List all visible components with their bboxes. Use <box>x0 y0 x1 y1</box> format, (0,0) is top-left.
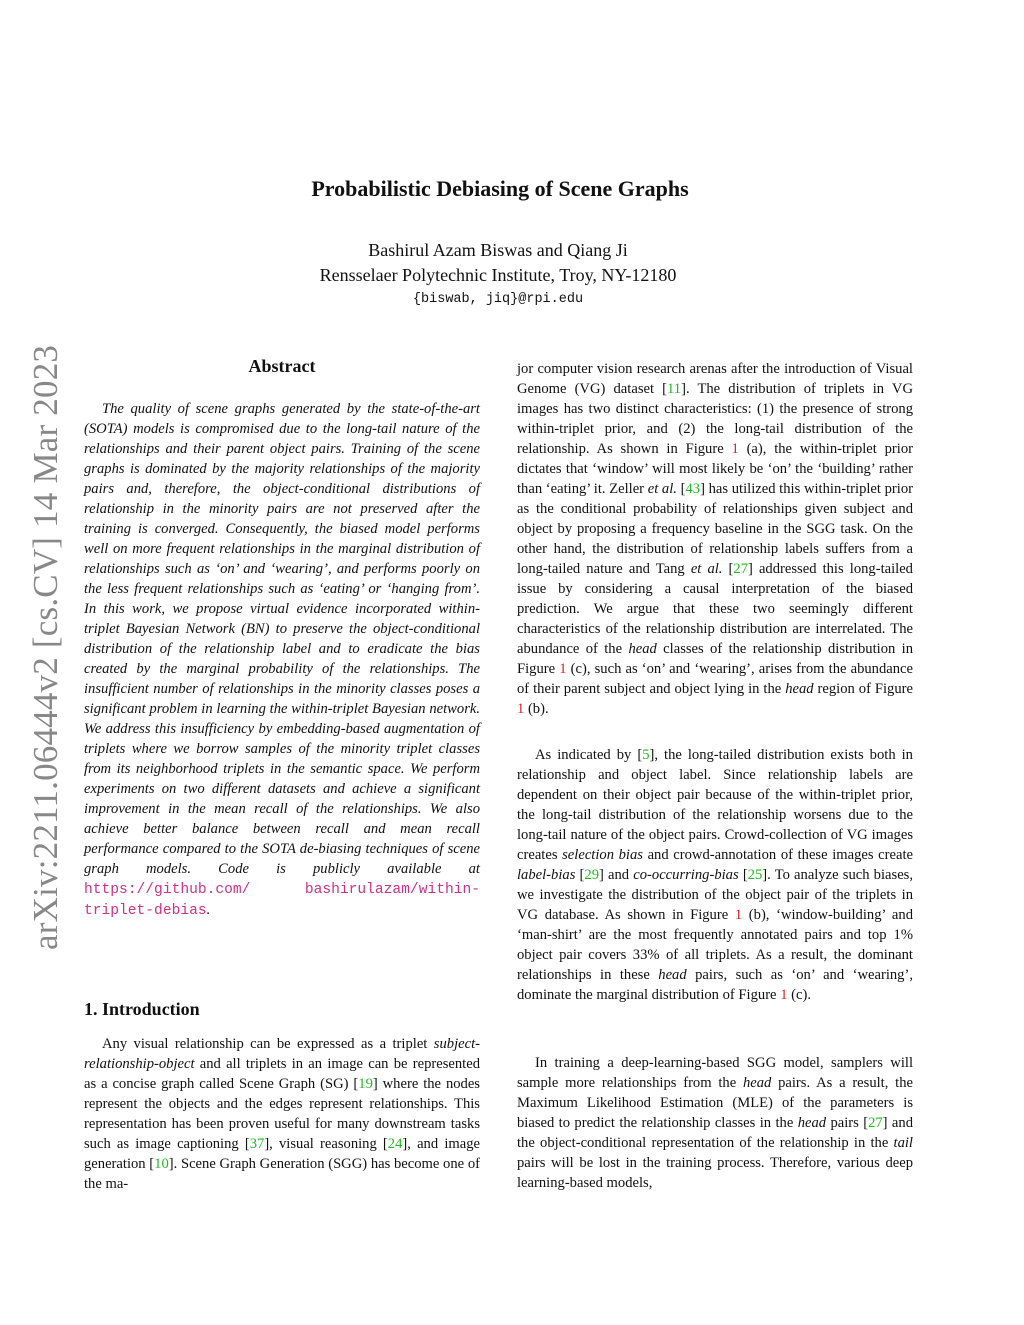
text-span: pairs. As a result, the Maximum Likelihood Estimation (MLE) of the parameters is biased to predict the relationship classes in the <box>517 1075 913 1131</box>
citation-link[interactable]: 37 <box>249 1136 265 1152</box>
text-span: Any visual relationship can be expressed as a triplet <box>102 1036 434 1052</box>
intro-paragraph-1 <box>84 1034 480 1194</box>
citation-link[interactable]: 24 <box>387 1136 403 1152</box>
right-paragraph-3 <box>517 1053 913 1193</box>
text-span: pairs [ <box>826 1115 869 1131</box>
text-span: ] and <box>599 867 634 883</box>
text-span: ] has utilized this within-triplet prior as the conditional probability of relationships given subject and object by proposing a frequency baseline in the SGG task. On the other hand, the distribution of relationship labels suffers from a long-tailed nature and Tang <box>517 481 913 577</box>
text-span: subject-relationship-object <box>84 1036 480 1072</box>
text-span: ] where the nodes represent the objects and the edges represent relationships. This representation has been proven useful for many downstream tasks such as image captioning [ <box>84 1076 480 1152</box>
text-span: ] and the object-conditional representation of the relationship in the <box>517 1115 913 1151</box>
figure-link[interactable]: 1 <box>780 987 788 1003</box>
text-span: (c), such as ‘on’ and ‘wearing’, arises from the abundance of their parent subject and object lying in the <box>517 661 913 697</box>
paper-title: Probabilistic Debiasing of Scene Graphs <box>311 176 689 201</box>
text-span: head <box>628 641 657 657</box>
citation-link[interactable]: 43 <box>685 481 701 497</box>
text-span: (c). <box>787 987 811 1003</box>
text-span: ], the long-tailed distribution exists both in relationship and object label. Since relationship labels are dependent on their object pair because of the within-triplet prior, the long-tail distribution of the relationship worsens due to the long-tail nature of the object pairs. Crowd-collection of VG images creates <box>517 747 913 863</box>
affiliation: Rensselaer Polytechnic Institute, Troy, NY-12180 <box>319 265 677 285</box>
abstract-text: The quality of scene graphs generated by the state-of-the-art (SOTA) models is compromised due to the long-tail nature of the relationships and their parent object pairs. Training of the scene graphs is dominated by the majority relationships of the majority pairs and, therefore, the object-conditional distributions of relationship in the minority pairs are not preserved after the training is converged. Consequently, the biased model performs well on more frequent relationships in the marginal distribution of relationships such as ‘on’ and ‘wearing’, and performs poorly on the less frequent relationships such as ‘eating’ or ‘hanging from’. In this work, we propose virtual evidence incorporated within-triplet Bayesian Network (BN) to preserve the object-conditional distribution of the relationship label and to eradicate the bias created by the marginal probability of the relationships. The insufficient number of relationships in the minority classes poses a significant problem in learning the within-triplet Bayesian network. We address this insufficiency by embedding-based augmentation of triplets where we borrow samples of the minority triplet classes from its neighborhood triplets in the semantic space. We perform experiments on two different datasets and achieve a significant improvement in the mean recall of the relationships. We also achieve better balance between recall and mean recall performance compared to the SOTA de-biasing techniques of scene graph models. Code is publicly available at <box>84 401 480 877</box>
citation-link[interactable]: 11 <box>667 381 682 397</box>
text-span: ]. The distribution of triplets in VG images has two distinct characteristics: (1) the presence of strong within-triplet prior, and (2) the long-tail distribution of the relationship. As shown in Figure <box>517 381 913 457</box>
citation-link[interactable]: 27 <box>733 561 748 577</box>
arxiv-identifier: arXiv:2211.06444v2 [cs.CV] 14 Mar 2023 <box>26 344 65 950</box>
right-paragraph-2 <box>517 745 913 1005</box>
text-span: jor computer vision research arenas after the introduction of Visual Genome (VG) dataset [ <box>517 361 913 397</box>
figure-link[interactable]: 1 <box>731 441 739 457</box>
text-span: In training a deep-learning-based SGG model, samplers will sample more relationships from the <box>517 1055 913 1091</box>
text-span: label-bias <box>517 867 576 883</box>
abstract-end: . <box>206 902 211 918</box>
figure-link[interactable]: 1 <box>734 907 743 923</box>
text-span: selection bias <box>562 847 643 863</box>
text-span: head <box>797 1115 827 1131</box>
text-span: ], visual reasoning [ <box>264 1136 388 1152</box>
text-span: et al. <box>690 561 723 577</box>
text-span: ]. To analyze such biases, we investigate the distribution of the object pair of the triplets in VG database. As shown in Figure <box>517 867 913 923</box>
citation-link[interactable]: 25 <box>747 867 763 883</box>
text-span: tail <box>893 1135 913 1151</box>
text-span: (a), the within-triplet prior dictates that ‘window’ will most likely be ‘on’ the ‘building’ rather than ‘eating’ it. Zeller <box>517 441 913 497</box>
text-span: pairs, such as ‘on’ and ‘wearing’, dominate the marginal distribution of Figure <box>517 967 913 1003</box>
code-link[interactable]: https://github.com/ bashirulazam/within-triplet-debias <box>84 882 480 919</box>
intro-heading: 1. Introduction <box>84 999 200 1019</box>
authors: Bashirul Azam Biswas and Qiang Ji <box>368 240 628 260</box>
text-span: pairs will be lost in the training process. Therefore, various deep learning-based models, <box>517 1155 913 1191</box>
text-span: region of Figure <box>813 681 913 697</box>
text-span: et al. <box>647 481 677 497</box>
abstract-heading: Abstract <box>248 356 316 376</box>
text-span: and crowd-annotation of these images create <box>642 847 913 863</box>
arxiv-sidebar <box>24 344 68 950</box>
text-span: head <box>658 967 687 983</box>
citation-link[interactable]: 19 <box>358 1076 373 1092</box>
text-span: classes of the relationship distribution in Figure <box>517 641 914 677</box>
text-span: (b). <box>524 701 549 717</box>
text-span: co-occurring-bias <box>633 867 739 883</box>
text-span: [ <box>722 561 734 577</box>
text-span: [ <box>575 867 585 883</box>
figure-link[interactable]: 1 <box>559 661 567 677</box>
right-paragraph-1 <box>517 359 913 719</box>
text-span: ]. Scene Graph Generation (SGG) has become one of the ma- <box>84 1156 480 1192</box>
text-span: head <box>742 1075 772 1091</box>
citation-link[interactable]: 29 <box>584 867 599 883</box>
text-span: ], and image generation [ <box>84 1136 480 1172</box>
text-span: ] addressed this long-tailed issue by considering a causal interpretation of the biased prediction. We argue that these two seemingly different characteristics of the relationship distribution are interrelated. The abundance of the <box>517 561 913 657</box>
citation-link[interactable]: 5 <box>642 747 650 763</box>
citation-link[interactable]: 27 <box>868 1115 883 1131</box>
citation-link[interactable]: 10 <box>154 1156 169 1172</box>
text-span: As indicated by [ <box>535 747 643 763</box>
text-span: (b), ‘window-building’ and ‘man-shirt’ are the most frequently annotated pairs and top 1% object pair covers 33% of all triplets. As a result, the dominant relationships in these <box>517 907 913 983</box>
text-span: [ <box>738 867 748 883</box>
text-span: [ <box>676 481 686 497</box>
figure-link[interactable]: 1 <box>517 701 525 717</box>
text-span: and all triplets in an image can be represented as a concise graph called Scene Graph (SG) [ <box>84 1056 480 1092</box>
text-span: head <box>785 681 814 697</box>
email: {biswab, jiq}@rpi.edu <box>412 292 584 307</box>
abstract-body <box>84 399 480 921</box>
